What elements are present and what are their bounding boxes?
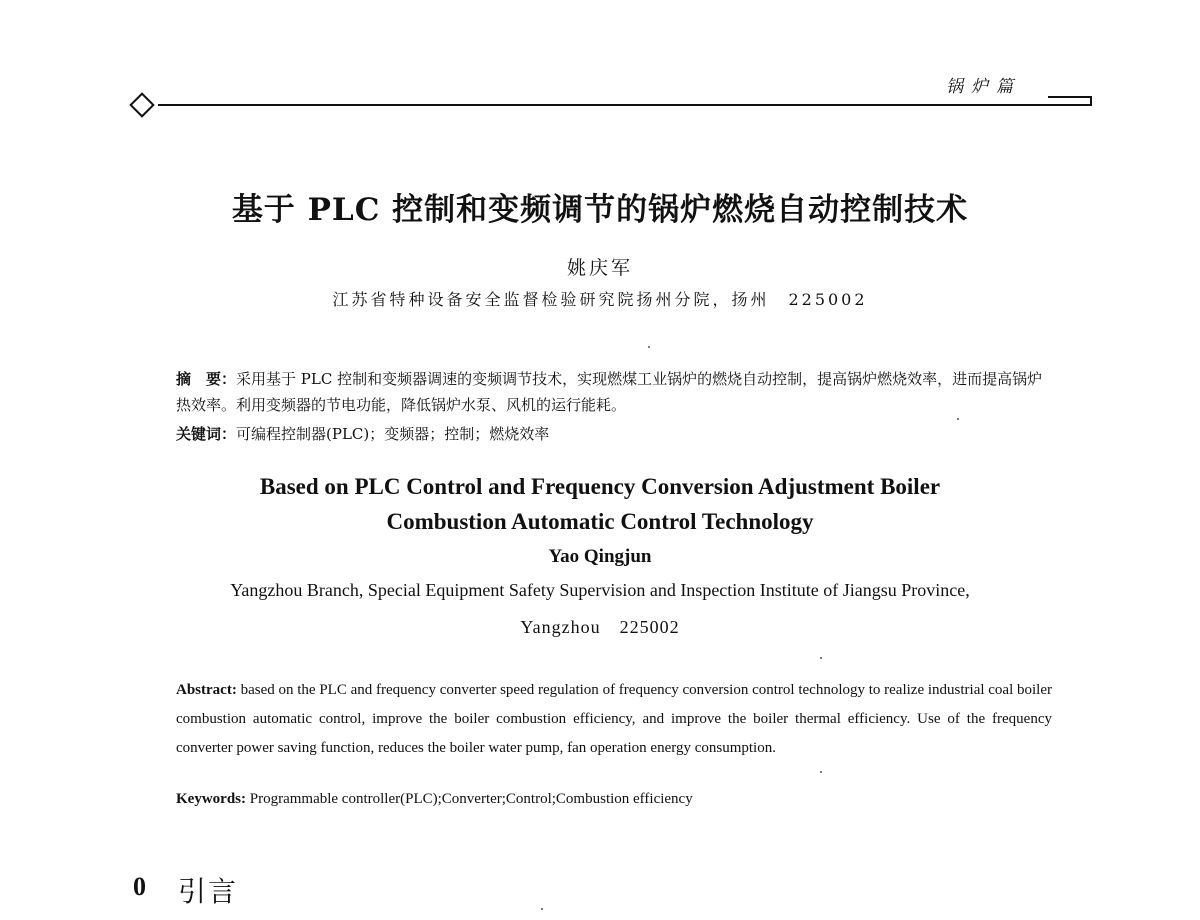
scan-speck (820, 771, 822, 773)
keywords-cn-label: 关键词： (176, 425, 237, 443)
author-cn: 姚庆军 (566, 257, 633, 279)
keywords-cn (176, 423, 1056, 444)
header-rule (158, 104, 1091, 106)
diamond-icon (129, 92, 154, 117)
running-header-section-label: 锅炉篇 (946, 77, 1021, 97)
abstract-en-label: Abstract: (176, 682, 237, 698)
keywords-en-text: Programmable controller(PLC);Converter;Control;Combustion efficiency (249, 791, 693, 807)
abstract-cn (176, 366, 1056, 418)
abstract-en (176, 676, 1052, 763)
author-en: Yao Qingjun (548, 546, 652, 567)
paper-title-cn: 基于 PLC 控制和变频调节的锅炉燃烧自动控制技术 (231, 192, 969, 228)
paper-title-en-line2: Combustion Automatic Control Technology (386, 509, 814, 534)
abstract-en-text: based on the PLC and frequency converter speed regulation of frequency conversion control technology to realize industrial coal boiler combustion automatic control, improve the boiler combustion efficiency, and improve the boiler thermal efficiency. Use of the frequency converter power saving function, reduces the boiler water pump, fan operation energy consumption. (176, 682, 1053, 756)
scan-speck (957, 418, 959, 420)
scan-speck (820, 657, 822, 659)
keywords-en (176, 791, 1052, 808)
scan-speck (648, 346, 650, 348)
affiliation-cn: 江苏省特种设备安全监督检验研究院扬州分院，扬州 225002 (332, 290, 868, 309)
section-number: 0 (133, 872, 146, 901)
affiliation-en-line2: Yangzhou 225002 (520, 617, 680, 637)
keywords-cn-text: 可编程控制器(PLC)；变频器；控制；燃烧效率 (236, 425, 550, 443)
paper-title-en-line1: Based on PLC Control and Frequency Conversion Adjustment Boiler (259, 474, 941, 499)
keywords-en-label: Keywords: (176, 791, 246, 807)
section-title: 引言 (178, 875, 239, 908)
header-tab-mark (1048, 96, 1092, 106)
affiliation-en-line1: Yangzhou Branch, Special Equipment Safety Supervision and Inspection Institute of Jiangsu Province, (230, 580, 970, 600)
abstract-cn-label: 摘 要： (176, 370, 237, 388)
abstract-cn-text: 采用基于 PLC 控制和变频器调速的变频调节技术，实现燃煤工业锅炉的燃烧自动控制，提高锅炉燃烧效率，进而提高锅炉热效率。利用变频器的节电功能，降低锅炉水泵、风机的运行能耗。 (176, 370, 1043, 414)
scan-speck (541, 908, 543, 910)
